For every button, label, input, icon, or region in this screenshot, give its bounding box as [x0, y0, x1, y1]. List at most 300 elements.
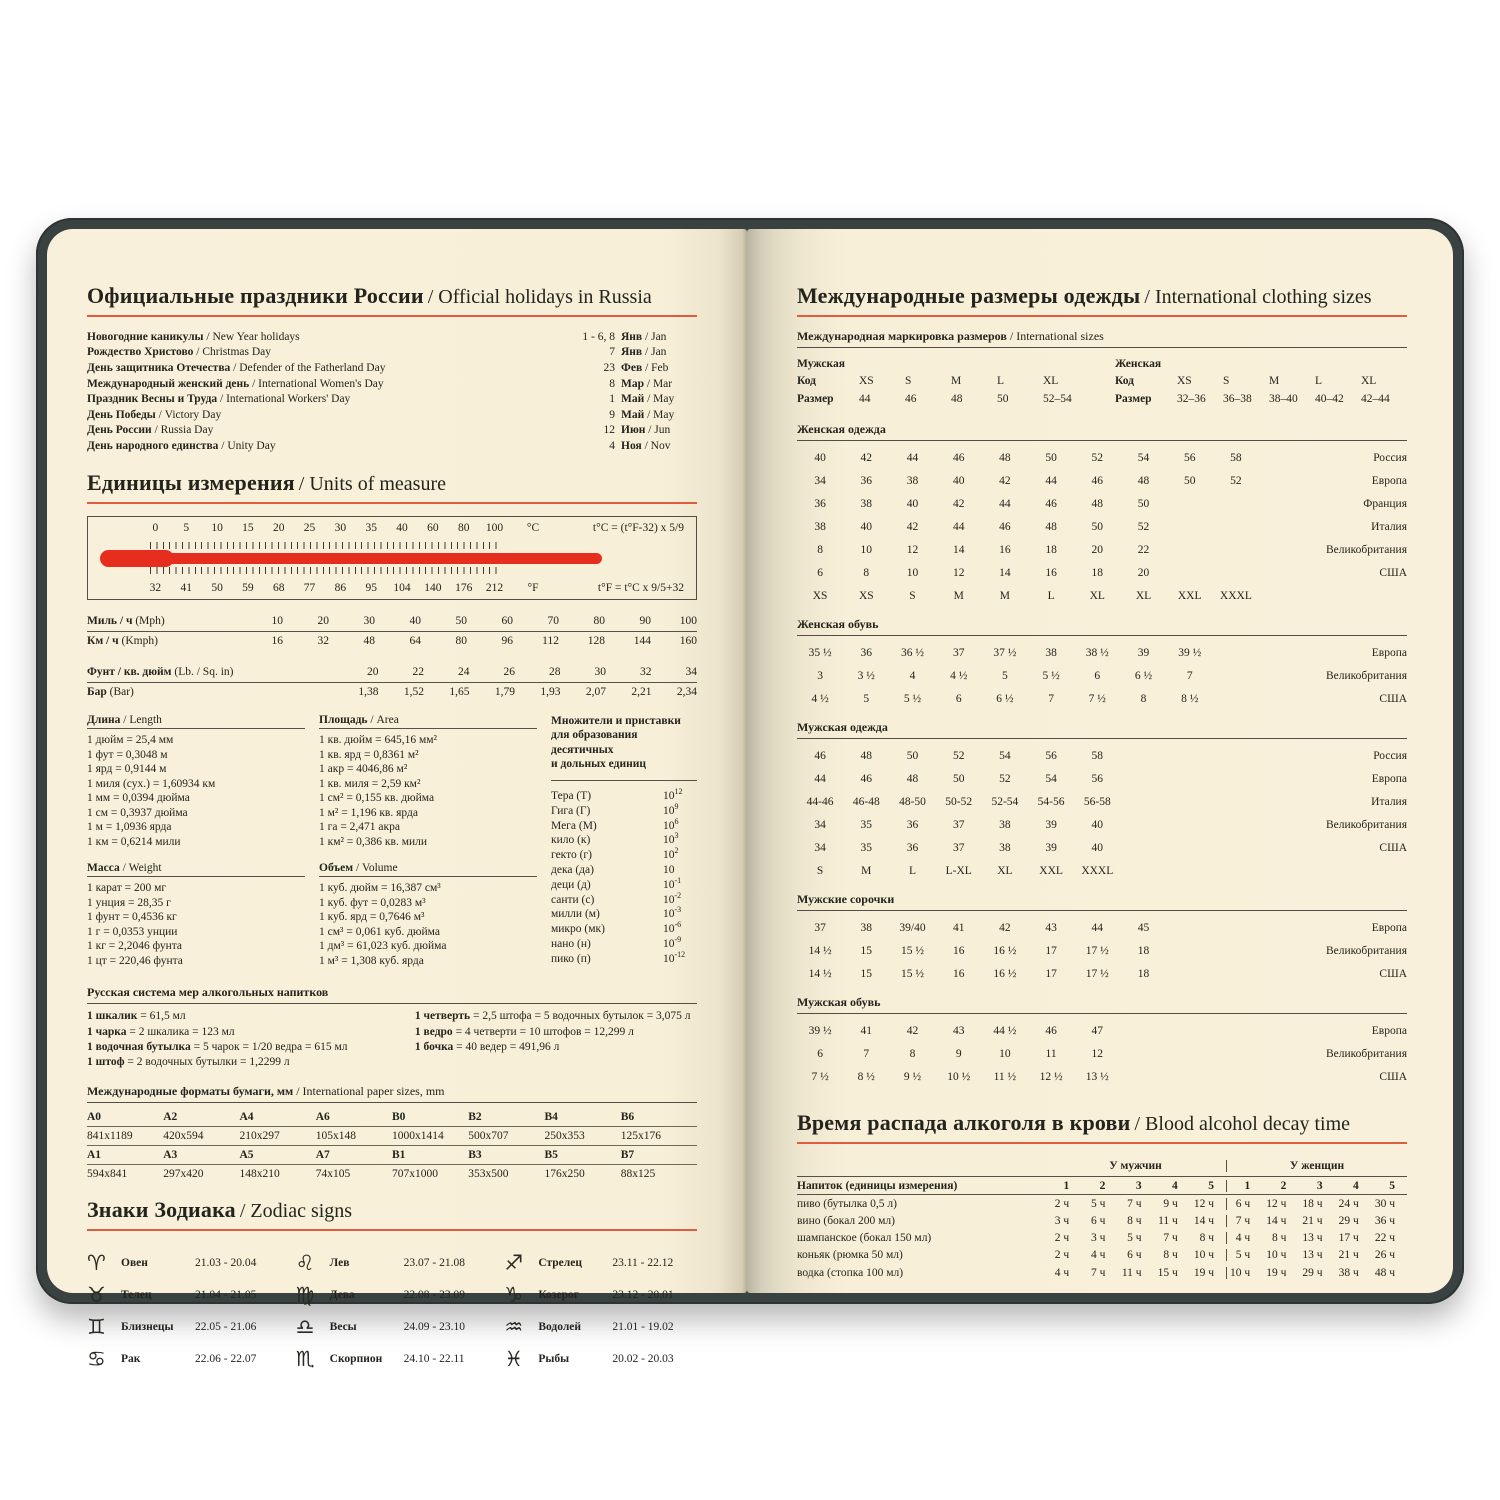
table-cell: 4 [609, 439, 615, 452]
table-cell: 46-48 [852, 795, 880, 808]
table-cell: 11 ½ [993, 1070, 1017, 1083]
zodiac-item [87, 1283, 280, 1307]
table-cell: 12 ч [1266, 1197, 1287, 1210]
table-cell: 48 [363, 635, 375, 648]
table-cell: 44-46 [806, 795, 834, 808]
table-cell: M [1269, 375, 1280, 387]
table-cell: B4 [544, 1110, 558, 1123]
table-cell: дека (да) [551, 864, 594, 877]
table-cell: 30 ч [1374, 1197, 1395, 1210]
table-cell: вино (бокал 200 мл) [797, 1214, 895, 1227]
zodiac-item [504, 1347, 697, 1371]
table-cell: 148x210 [239, 1167, 280, 1180]
list-item: 1 шкалик = 61,5 мл [87, 1010, 186, 1023]
list-item: 1 см = 0,3937 дюйма [87, 806, 188, 819]
list-item: 1 га = 2,471 акра [319, 821, 400, 833]
list-item: 1 кв. ярд = 0,8361 м² [319, 748, 419, 761]
table-cell: 112 [542, 635, 559, 648]
women-clothing-header: Женская одежда [797, 422, 1407, 441]
table-cell: 40 [409, 615, 421, 628]
table-cell: 38–40 [1269, 393, 1298, 405]
table-cell: 5 ч [1127, 1232, 1142, 1245]
marking-table [797, 354, 1407, 408]
table-cell: 12 [906, 543, 919, 556]
table-cell: 6 [817, 1047, 823, 1060]
zodiac-dates: 23.11 - 22.12 [612, 1256, 674, 1269]
list-item: 212 [485, 581, 504, 594]
table-cell: 38 [999, 841, 1011, 854]
table-cell: 8 ч [1199, 1232, 1214, 1245]
table-cell: 10 [860, 543, 873, 556]
table-row [797, 1019, 1407, 1042]
men-clothing-header: Мужская одежда [797, 720, 1407, 739]
table-cell: 297x420 [163, 1167, 204, 1180]
list-item: 1 штоф = 2 водочных бутылки = 1,2299 л [87, 1055, 290, 1068]
conversion-col-3 [551, 714, 697, 981]
table-cell: 13 ч [1302, 1232, 1323, 1245]
table-cell: 29 ч [1338, 1214, 1359, 1227]
list-item: 1 кв. миля = 2,59 км² [319, 777, 421, 790]
pisces-icon: ♓ [504, 1346, 524, 1371]
table-cell: 20 [317, 615, 329, 628]
list-item: 32 [149, 581, 162, 594]
table-cell: 15 ч [1157, 1266, 1178, 1279]
table-cell: S [905, 375, 912, 387]
paper-sizes-header [87, 1084, 697, 1103]
area-header-ru: Площадь [319, 713, 368, 726]
table-cell: Гига (Г) [551, 804, 591, 817]
table-cell: 1 [609, 393, 615, 406]
table-cell: 50 [906, 749, 919, 762]
table-cell: A6 [315, 1110, 330, 1123]
table-row [797, 1042, 1407, 1065]
table-cell: XL [1361, 375, 1377, 387]
table-cell: Европа [1371, 474, 1407, 487]
zodiac-dates: 23.12 - 20.01 [612, 1288, 674, 1301]
zodiac-title-ru: Знаки Зодиака [87, 1196, 236, 1222]
table-cell: 39 ½ [1178, 646, 1202, 659]
table-cell: 105x148 [315, 1129, 356, 1142]
area-header [319, 714, 537, 729]
table-cell: 46 [999, 520, 1011, 533]
table-cell: 35 [860, 818, 873, 831]
table-cell: 40–42 [1315, 393, 1344, 405]
table-cell: XS [858, 589, 874, 602]
table-cell: 18 [1091, 566, 1104, 579]
table-cell: 38 ½ [1085, 646, 1109, 659]
zodiac-name: Близнецы [121, 1320, 174, 1333]
table-cell: $10^{-2}$ [663, 890, 682, 906]
table-cell: Размер [797, 393, 834, 405]
alcohol-decay-title-en: / Blood alcohol decay time [1134, 1113, 1350, 1135]
table-cell: санти (с) [551, 893, 595, 906]
table-cell: 36 [860, 646, 873, 659]
table-cell: 6 ч [1090, 1214, 1106, 1227]
men-shoes-header: Мужская обувь [797, 995, 1407, 1014]
table-cell: 12 ч [1193, 1197, 1214, 1210]
table-cell: L [908, 864, 916, 877]
table-cell: 44 [814, 772, 826, 785]
table-cell: 14 [999, 566, 1011, 579]
table-cell: 56 [1045, 749, 1057, 762]
table-cell: 43 [1045, 921, 1057, 934]
zodiac-name: Дева [329, 1288, 355, 1301]
table-cell: 2,34 [676, 686, 697, 699]
list-item: 1 м³ = 1,308 куб. ярда [319, 954, 424, 967]
table-cell: 50 [1045, 451, 1057, 464]
table-cell: 10 [906, 566, 919, 579]
table-cell: 594x841 [87, 1167, 128, 1180]
table-cell: День России / Russia Day [87, 424, 214, 437]
table-cell: Код [797, 375, 817, 387]
table-row [87, 423, 697, 439]
list-item: 68 [272, 581, 285, 594]
fahrenheit-scale [140, 582, 510, 594]
men-shoes-block [797, 995, 1407, 1088]
table-cell: Европа [1371, 772, 1407, 785]
table-cell: $10^2$ [663, 846, 679, 862]
table-cell: 16 [952, 944, 965, 957]
table-cell: 54 [1137, 451, 1150, 464]
table-cell: 50 [1183, 474, 1196, 487]
table-row [87, 391, 697, 407]
table-cell: 39 ½ [808, 1024, 832, 1037]
table-row [797, 836, 1407, 859]
table-row [797, 515, 1407, 538]
table-cell: 707x1000 [392, 1167, 438, 1180]
list-item: 176 [455, 581, 473, 594]
table-cell: 64 [409, 635, 421, 648]
table-cell: 21 ч [1338, 1249, 1359, 1262]
table-cell: 125x176 [620, 1129, 661, 1142]
gemini-icon: ♊ [87, 1314, 106, 1339]
table-cell: 46 [1045, 1024, 1057, 1037]
table-cell: 210x297 [239, 1129, 280, 1142]
table-cell: 4 [909, 669, 916, 682]
table-row [87, 663, 697, 683]
table-cell: 10 ч [1226, 1267, 1262, 1279]
table-cell: Миль / ч (Mph) [87, 615, 165, 628]
table-cell: 70 [547, 615, 559, 628]
table-cell: 37 ½ [993, 646, 1017, 659]
list-item: 1 м = 1,0936 ярда [87, 821, 172, 833]
table-cell: 58 [1091, 749, 1104, 762]
list-item: 1 м² = 1,196 кв. ярда [319, 806, 418, 819]
table-cell: Новогодние каникулы / New Year holidays [87, 330, 300, 343]
table-cell: 37 [952, 841, 965, 854]
table-cell: 50 [952, 772, 965, 785]
alcohol-measures-left [87, 1009, 403, 1070]
table-cell: 28 [549, 666, 561, 679]
marking-header-ru: Международная маркировка размеров [797, 329, 1007, 343]
list-item: 1 четверть = 2,5 штофа = 5 водочных бутылок = 3,075 л [414, 1010, 691, 1023]
table-row [87, 407, 697, 423]
table-cell: 48 [951, 393, 963, 405]
table-cell: $10^{-1}$ [663, 876, 682, 891]
table-cell: 841x1189 [87, 1129, 133, 1142]
table-cell: 15 [860, 944, 873, 957]
table-row [87, 612, 697, 632]
table-cell: 34 [685, 666, 697, 679]
table-cell: 10 [999, 1047, 1011, 1060]
table-cell: 3 ч [1054, 1214, 1070, 1227]
alcohol-decay-section-title [797, 1110, 1407, 1144]
table-cell: Июн / Jun [621, 424, 671, 437]
table-row [551, 848, 697, 863]
paper-sizes-table [87, 1108, 697, 1183]
zodiac-item [504, 1315, 697, 1339]
mass-header [87, 862, 305, 877]
table-cell: 10 ч [1266, 1249, 1287, 1262]
table-cell: Великобритания [1325, 543, 1407, 556]
table-cell: 17 [1045, 944, 1057, 957]
table-cell: 47 [1091, 1024, 1104, 1037]
table-cell: 38 [814, 520, 826, 533]
table-cell: 32 [317, 635, 329, 648]
alcohol-decay-group-women: У женщин [1226, 1160, 1407, 1172]
table-row [87, 376, 697, 392]
table-cell: 29 ч [1302, 1266, 1323, 1279]
marking-men [797, 354, 1089, 408]
table-cell: XL [1135, 589, 1152, 602]
zodiac-dates: 22.08 - 23.09 [403, 1288, 465, 1301]
prefixes-header-line1: Множители и приставки [551, 714, 681, 727]
table-cell: 6 ч [1127, 1249, 1142, 1262]
table-cell: 48 [1137, 474, 1150, 487]
table-cell: 20 [367, 666, 379, 679]
table-cell: 3 [817, 669, 823, 682]
table-cell: 42 [906, 520, 919, 533]
table-row [87, 329, 697, 345]
table-cell: L [1315, 375, 1323, 387]
area-block [319, 714, 537, 849]
fahrenheit-row [88, 582, 696, 594]
table-cell: 17 [1045, 967, 1057, 980]
table-cell: США [1379, 967, 1407, 980]
table-cell: 20 [1091, 543, 1104, 556]
table-cell: 4 [1353, 1179, 1359, 1192]
table-cell: пиво (бутылка 0,5 л) [797, 1197, 897, 1210]
alcohol-decay-title-ru: Время распада алкоголя в крови [797, 1110, 1131, 1135]
table-cell: нано (н) [551, 937, 591, 950]
prefixes-header-line2: для образования десятичных [551, 729, 638, 756]
table-cell: 4 ч [1090, 1249, 1106, 1262]
table-cell: $10^9$ [663, 802, 679, 817]
table-cell: 6 ½ [996, 692, 1014, 705]
table-cell: 38 [860, 921, 873, 934]
list-item: 15 [242, 521, 254, 534]
women-shoes-header: Женская обувь [797, 617, 1407, 636]
table-cell: 36 [906, 818, 919, 831]
table-cell: Май / May [621, 408, 675, 421]
table-cell: 6 ½ [1134, 669, 1153, 682]
table-cell: S [909, 589, 916, 602]
table-cell: пико (п) [551, 952, 591, 965]
table-cell: $10^{-12}$ [663, 949, 686, 965]
zodiac-name: Стрелец [538, 1256, 582, 1269]
table-cell: 14 ч [1193, 1214, 1214, 1227]
table-cell: 48 [999, 451, 1011, 464]
table-cell: 1,79 [494, 686, 515, 699]
table-cell: 40 [1091, 841, 1104, 854]
leo-icon: ♌ [295, 1250, 315, 1275]
list-item: 95 [365, 581, 377, 594]
table-cell: 48 ч [1374, 1266, 1395, 1279]
scorpio-icon: ♏ [295, 1346, 315, 1371]
table-cell: S [816, 864, 824, 877]
table-cell: гекто (г) [551, 849, 592, 862]
table-cell: 15 ½ [900, 944, 924, 957]
table-cell: 40 [860, 520, 873, 533]
table-cell: 128 [587, 635, 605, 648]
table-cell: 40 [1091, 818, 1104, 831]
list-item: 1 цт = 220,46 фунта [87, 954, 183, 967]
table-cell: 1000x1414 [392, 1129, 444, 1142]
table-cell: 7 ч [1163, 1232, 1178, 1245]
table-cell: 45 [1137, 921, 1150, 934]
alcohol-measures-header: Русская система мер алкогольных напитков [87, 985, 697, 1004]
table-cell: L [997, 375, 1005, 387]
table-row [87, 1165, 697, 1183]
table-cell: XXL [1039, 864, 1063, 877]
list-item: 1 карат = 200 мг [87, 882, 167, 894]
table-cell: Россия [1373, 749, 1407, 762]
table-cell: 15 [860, 967, 873, 980]
list-item: 1 ведро = 4 четверти = 10 штофов = 12,299 л [414, 1025, 634, 1038]
table-cell: B6 [620, 1110, 635, 1123]
zodiac-dates: 21.01 - 19.02 [612, 1320, 674, 1333]
table-cell: 8 ч [1127, 1214, 1142, 1227]
table-cell: 34 [814, 474, 826, 487]
table-cell: 42 [952, 497, 965, 510]
left-page [47, 229, 747, 1371]
table-cell: $10^{12}$ [663, 787, 683, 803]
table-cell: 1,38 [358, 686, 379, 699]
table-cell: 4 ч [1054, 1266, 1070, 1279]
table-cell: 14 ч [1266, 1214, 1287, 1227]
conversion-col-2 [319, 714, 537, 981]
list-item: 1 дм³ = 61,023 куб. дюйма [319, 940, 447, 952]
mass-header-ru: Масса [87, 861, 120, 874]
table-cell: 8 [909, 1047, 916, 1060]
table-cell: Бар (Bar) [87, 686, 134, 699]
table-row [797, 813, 1407, 836]
table-row [87, 1127, 697, 1146]
marking-women [1115, 354, 1407, 408]
table-cell: 41 [952, 921, 965, 934]
alcohol-decay-groups [797, 1156, 1407, 1176]
celsius-scale [140, 522, 510, 534]
table-row [87, 1108, 697, 1127]
table-cell: Фев / Feb [621, 361, 669, 374]
table-row [551, 951, 697, 966]
table-cell: B3 [468, 1148, 482, 1161]
table-cell: 46 [952, 451, 965, 464]
list-item: 1 куб. фут = 0,0283 м³ [319, 896, 426, 909]
table-cell: Мар / Mar [621, 377, 673, 390]
table-cell: S [1223, 375, 1230, 387]
table-cell: 37 [952, 818, 965, 831]
table-cell: 42–44 [1361, 393, 1390, 405]
table-cell: США [1379, 566, 1407, 579]
men-shirts-table [797, 916, 1407, 985]
table-cell: 22 [1137, 543, 1150, 556]
table-cell: 16 [271, 635, 283, 648]
table-cell: Тера (Т) [551, 790, 592, 803]
table-cell: 420x594 [163, 1129, 204, 1142]
zodiac-item [296, 1347, 489, 1371]
table-cell: 4 ½ [811, 692, 829, 705]
celsius-formula: t°C = (t°F-32) x 5/9 [592, 521, 684, 534]
table-cell: 34 [814, 841, 826, 854]
area-header-en: / Area [370, 713, 399, 726]
table-cell: коньяк (рюмка 50 мл) [797, 1249, 903, 1262]
table-cell: 1 [1063, 1179, 1070, 1192]
table-cell: 18 [1137, 944, 1150, 957]
table-cell: 26 [503, 666, 515, 679]
table-cell: США [1379, 692, 1407, 705]
table-cell: 80 [455, 635, 467, 648]
table-row [797, 1065, 1407, 1088]
table-cell: 17 ч [1338, 1232, 1359, 1245]
length-block [87, 714, 305, 849]
table-cell: L-XL [945, 864, 972, 877]
table-cell: 10 ч [1193, 1249, 1214, 1262]
table-cell: 60 [501, 615, 513, 628]
table-cell: 18 [1045, 543, 1057, 556]
table-cell: 8 [609, 377, 615, 390]
table-cell: Мега (М) [551, 819, 597, 832]
zodiac-column [87, 1243, 280, 1379]
table-cell: 176x250 [544, 1167, 585, 1180]
table-cell: 50-52 [945, 795, 973, 808]
table-cell: США [1379, 841, 1407, 854]
table-cell: 24 [458, 666, 470, 679]
table-row [797, 561, 1407, 584]
table-cell: 41 [860, 1024, 873, 1037]
table-cell: 6 [1094, 669, 1101, 682]
table-cell: 160 [679, 635, 697, 648]
table-cell: 18 ч [1302, 1197, 1323, 1210]
length-header [87, 714, 305, 729]
units-title-ru: Единицы измерения [87, 469, 295, 495]
list-item: 20 [272, 521, 285, 534]
table-cell: XS [812, 589, 828, 602]
table-row [797, 962, 1407, 985]
zodiac-dates: 23.07 - 21.08 [403, 1256, 465, 1269]
table-cell: День Победы / Victory Day [87, 408, 222, 421]
list-item: 1 см³ = 0,061 куб. дюйма [319, 925, 440, 938]
table-cell: Франция [1363, 497, 1407, 510]
table-cell: 50 [1091, 520, 1104, 533]
table-row [797, 664, 1407, 687]
holidays-title-ru: Официальные праздники России [87, 283, 424, 308]
table-cell: 14 [952, 543, 965, 556]
table-cell: 36 ½ [900, 646, 924, 659]
zodiac-column [504, 1243, 697, 1379]
table-cell: 39/40 [899, 921, 926, 934]
list-item: 1 куб. дюйм = 16,387 см³ [319, 882, 441, 894]
table-cell: 4 [1172, 1179, 1178, 1192]
table-cell: 7 ч [1226, 1215, 1262, 1227]
table-row [797, 538, 1407, 561]
table-cell: 7 ½ [1088, 692, 1106, 705]
women-shoes-table [797, 641, 1407, 710]
table-cell: 1 - 6, 8 [582, 330, 615, 343]
table-cell: 250x353 [544, 1129, 585, 1142]
table-cell: $10^3$ [663, 831, 679, 847]
table-cell: 15 ½ [900, 967, 924, 980]
